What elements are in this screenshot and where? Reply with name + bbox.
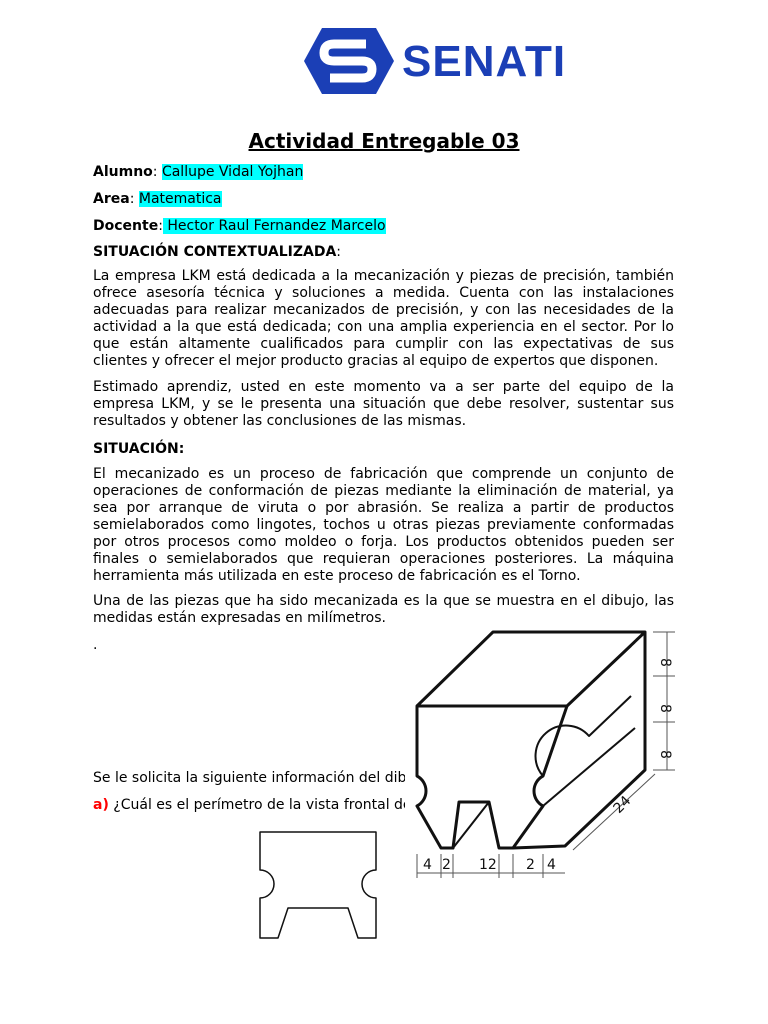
question-a — [93, 796, 412, 814]
situation-heading: SITUACIÓN: — [93, 441, 185, 457]
context-heading — [93, 243, 341, 261]
student-name: Callupe Vidal Yojhan — [161, 164, 304, 180]
colon: : — [158, 218, 163, 234]
front-view-outline — [260, 832, 376, 938]
dim-height-2: 8 — [657, 704, 673, 713]
front-view-drawing — [252, 826, 384, 946]
context-heading-text: SITUACIÓN CONTEXTUALIZADA — [93, 244, 337, 260]
colon: : — [129, 191, 135, 207]
area-value: Matematica — [138, 191, 222, 207]
dim-depth: 24 — [610, 792, 635, 817]
document-title: Actividad Entregable 03 — [248, 129, 520, 153]
isometric-piece-drawing — [405, 628, 680, 880]
student-label: Alumno — [93, 164, 153, 180]
teacher-field — [93, 217, 386, 235]
dim-bottom-4: 2 — [526, 857, 535, 873]
dim-bottom-5: 4 — [547, 857, 556, 873]
context-paragraph: La empresa LKM está dedicada a la mecanización y piezas de precisión, también ofrece asesoría técnica y soluciones a medida. Cuenta con las instalaciones adecuadas para realizar mecanizados de precisión, y con las necesidades de la actividad a la que está dedicada; con una amplia experiencia en el sector. Por lo que están altamente cualificados para cumplir con las expectativas de sus clientes y ofrecer el mejor producto gracias al equipo de expertos que disponen. — [93, 268, 674, 369]
dot: . — [93, 637, 98, 653]
student-field — [93, 163, 303, 181]
dim-bottom-2: 2 — [442, 857, 451, 873]
area-label: Area — [93, 191, 130, 207]
request-line: Se le solicita la siguiente información del dibu — [93, 770, 416, 786]
dim-bottom-1: 4 — [423, 857, 432, 873]
situation-paragraph: El mecanizado es un proceso de fabricación que comprende un conjunto de operaciones de conformación de piezas mediante la eliminación de material, ya sea por arranque de viruta o por abrasión. Se realiza a partir de productos semielaborados como lingotes, tochos u otras piezas previamente conformadas por otros procesos como moldeo o forja. Los productos obtenidos pueden ser finales o semielaborados que requieran operaciones posteriores. La máquina herramienta más utilizada en este proceso de fabricación es el Torno. — [93, 466, 674, 584]
teacher-label: Docente — [93, 218, 159, 234]
front-face — [417, 706, 567, 848]
colon: : — [152, 164, 158, 180]
estimado-paragraph: Estimado aprendiz, usted en este momento va a ser parte del equipo de la empresa LKM, y se le presenta una situación que debe resolver, sustentar sus resultados y obtener las conclusiones de las mismas. — [93, 379, 674, 429]
teacher-name: Hector Raul Fernandez Marcelo — [162, 218, 386, 234]
dim-height-3: 8 — [657, 750, 673, 759]
question-a-text: ¿Cuál es el perímetro de la vista frontal de — [108, 797, 412, 813]
piece-paragraph: Una de las piezas que ha sido mecanizada es la que se muestra en el dibujo, las medidas están expresadas en milímetros. — [93, 593, 674, 626]
top-face — [417, 632, 645, 706]
dim-height-1: 8 — [657, 658, 673, 667]
dim-bottom-3: 12 — [479, 857, 497, 873]
colon: : — [336, 244, 342, 260]
logo-text: SENATI — [402, 37, 567, 86]
area-field — [93, 190, 222, 208]
question-a-label: a) — [93, 797, 109, 813]
